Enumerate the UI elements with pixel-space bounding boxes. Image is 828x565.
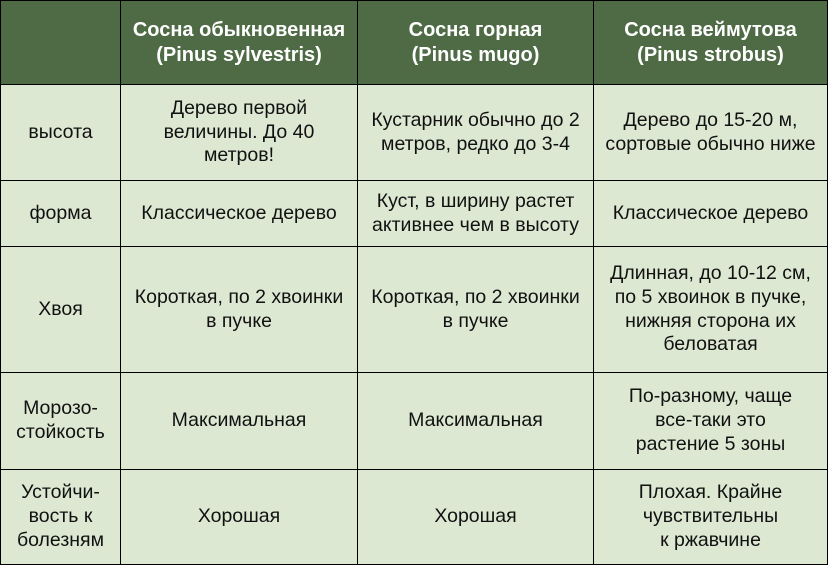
table-row	[1, 470, 828, 565]
table-cell	[594, 470, 828, 565]
cell-line: Классическое дерево	[141, 201, 337, 224]
row-label-needles	[1, 247, 121, 373]
table-cell	[121, 85, 358, 181]
cell-line: Классическое дерево	[612, 201, 809, 224]
cell-line: По-разному, чаще	[628, 385, 793, 408]
table-cell	[358, 470, 594, 565]
header-line: Сосна веймутова	[624, 19, 797, 42]
table-cell	[358, 85, 594, 181]
cell-line: в пучке	[206, 309, 272, 332]
table-cell	[594, 85, 828, 181]
table-row	[1, 85, 828, 181]
cell-line: Длинная, до 10-12 см,	[610, 261, 811, 284]
cell-line: Устойчи-	[21, 481, 100, 504]
table-cell	[594, 181, 828, 247]
cell-line: Короткая, по 2 хвоинки	[371, 285, 580, 308]
cell-line: болезням	[16, 528, 105, 551]
row-label-shape	[1, 181, 121, 247]
cell-line: Кустарник обычно до 2	[371, 108, 580, 131]
table-cell	[121, 470, 358, 565]
header-line: (Pinus strobus)	[637, 43, 784, 66]
cell-line: Куст, в ширину растет	[376, 189, 575, 212]
table-row	[1, 181, 828, 247]
table-cell	[594, 373, 828, 470]
cell-line: сортовые обычно ниже	[605, 132, 816, 155]
cell-line: Морозо-	[23, 397, 98, 420]
cell-line: по 5 хвоинок в пучке,	[614, 285, 807, 308]
table-row	[1, 373, 828, 470]
header-line: Сосна обыкновенная	[132, 19, 346, 42]
row-label-disease-resistance	[1, 470, 121, 565]
table-cell	[121, 247, 358, 373]
header-pinus-sylvestris	[121, 1, 358, 85]
table-cell	[121, 181, 358, 247]
header-line: (Pinus sylvestris)	[156, 43, 322, 66]
cell-line: Дерево первой	[170, 96, 308, 119]
cell-line: чувствительны	[642, 505, 779, 528]
cell-line: Хвоя	[38, 297, 83, 320]
header-row	[1, 1, 828, 85]
table-cell	[358, 181, 594, 247]
table-cell	[358, 373, 594, 470]
header-pinus-mugo	[358, 1, 594, 85]
cell-line: Хорошая	[197, 505, 281, 528]
header-corner-cell	[1, 1, 121, 85]
row-label-frost-resistance	[1, 373, 121, 470]
cell-line: величины. До 40	[163, 120, 315, 143]
cell-line: вость к	[28, 505, 93, 528]
header-line: (Pinus mugo)	[411, 43, 540, 66]
cell-line: Дерево до 15-20 м,	[623, 108, 798, 131]
cell-line: в пучке	[442, 309, 509, 332]
cell-line: Плохая. Крайне	[638, 481, 783, 504]
row-label-height	[1, 85, 121, 181]
cell-line: Максимальная	[171, 409, 307, 432]
cell-line: Хорошая	[434, 505, 517, 528]
table-cell	[121, 373, 358, 470]
cell-line: высота	[28, 120, 93, 143]
table-cell	[358, 247, 594, 373]
cell-line: активнее чем в высоту	[372, 213, 579, 236]
table-cell	[594, 247, 828, 373]
cell-line: стойкость	[16, 421, 105, 443]
cell-line: беловатая	[663, 333, 758, 356]
cell-line: Максимальная	[408, 409, 543, 432]
table-row	[1, 247, 828, 373]
cell-line: к ржавчине	[660, 528, 761, 551]
header-pinus-strobus	[594, 1, 828, 85]
header-line: Сосна горная	[408, 19, 543, 42]
cell-line: форма	[29, 201, 92, 224]
cell-line: нижняя сторона их	[625, 309, 796, 332]
cell-line: Короткая, по 2 хвоинки	[134, 285, 344, 308]
cell-line: растение 5 зоны	[635, 432, 786, 455]
cell-line: метров, редко до 3-4	[381, 132, 570, 155]
cell-line: все-таки это	[655, 409, 766, 432]
cell-line: метров!	[203, 144, 274, 167]
